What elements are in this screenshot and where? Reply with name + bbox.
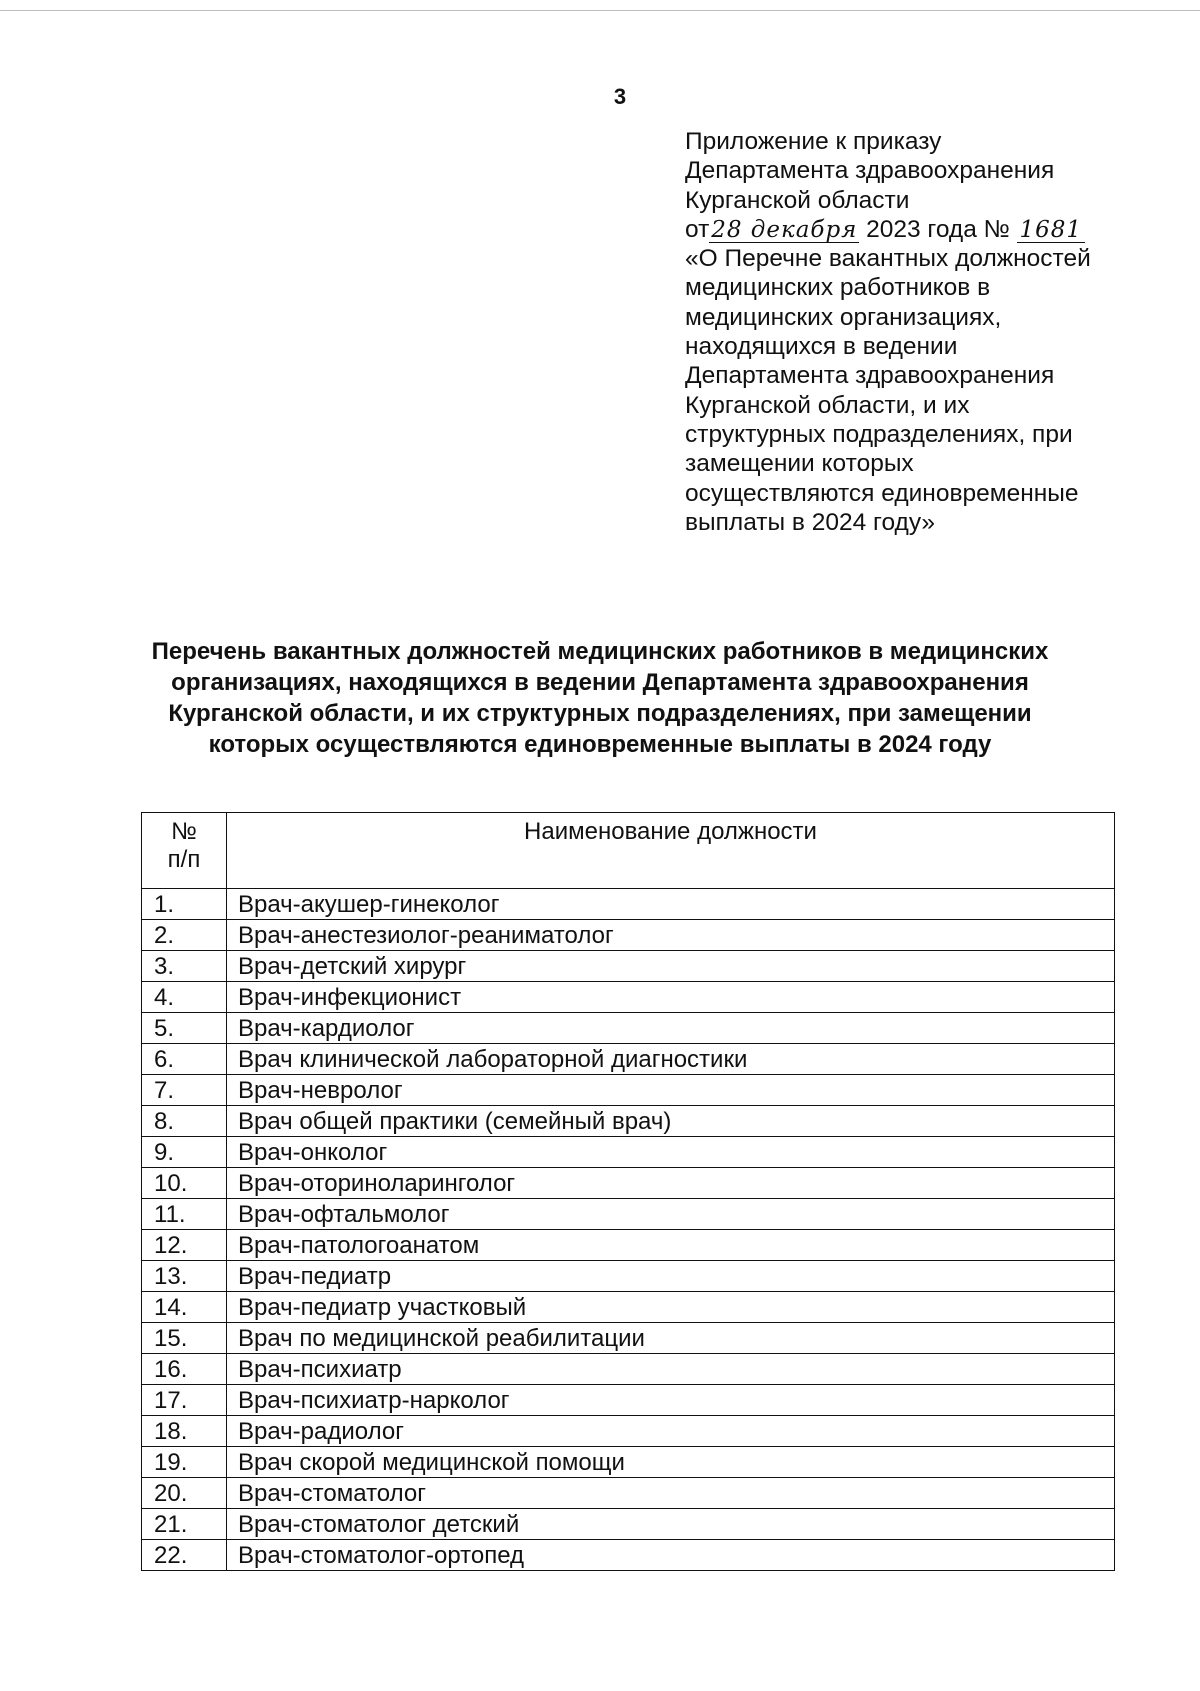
order-title-line: структурных подразделениях, при — [685, 420, 1073, 448]
handwritten-date: 28 декабря — [711, 216, 858, 243]
row-position-name: Врач по медицинской реабилитации — [227, 1323, 1115, 1354]
row-position-name: Врач-психиатр-нарколог — [227, 1385, 1115, 1416]
table-row — [142, 1292, 1115, 1323]
order-title-line: медицинских организациях, — [685, 303, 1002, 331]
row-number: 9. — [142, 1137, 227, 1168]
row-number: 7. — [142, 1075, 227, 1106]
row-number: 3. — [142, 951, 227, 982]
row-number: 15. — [142, 1323, 227, 1354]
order-title-line: «О Перечне вакантных должностей — [685, 245, 1091, 273]
table-row — [142, 920, 1115, 951]
row-number: 16. — [142, 1354, 227, 1385]
row-position-name: Врач-невролог — [227, 1075, 1115, 1106]
order-title-line: осуществляются единовременные — [685, 479, 1079, 507]
row-position-name: Врач-психиатр — [227, 1354, 1115, 1385]
row-position-name: Врач-онколог — [227, 1137, 1115, 1168]
header-position-name: Наименование должности — [227, 813, 1115, 889]
title-line: Перечень вакантных должностей медицинских работников в медицинских — [151, 638, 1049, 665]
appendix-date-line — [685, 215, 1165, 244]
scan-top-edge — [0, 10, 1200, 11]
table-row — [142, 951, 1115, 982]
row-position-name: Врач клинической лабораторной диагностики — [227, 1044, 1115, 1075]
order-title-line: медицинских работников в — [685, 274, 991, 302]
row-position-name: Врач скорой медицинской помощи — [227, 1447, 1115, 1478]
row-number: 1. — [142, 889, 227, 920]
table-row — [142, 1013, 1115, 1044]
row-position-name: Врач-педиатр участковый — [227, 1292, 1115, 1323]
positions-table — [141, 812, 1115, 1571]
row-number: 13. — [142, 1261, 227, 1292]
row-number: 4. — [142, 982, 227, 1013]
table-row — [142, 1540, 1115, 1571]
date-prefix: от — [685, 215, 710, 243]
appendix-line-2: Департамента здравоохранения — [685, 157, 1055, 185]
table-row — [142, 1106, 1115, 1137]
row-number: 14. — [142, 1292, 227, 1323]
row-number: 2. — [142, 920, 227, 951]
row-number: 6. — [142, 1044, 227, 1075]
row-number: 8. — [142, 1106, 227, 1137]
header-number-abbr: п/п — [167, 846, 201, 873]
row-position-name: Врач-офтальмолог — [227, 1199, 1115, 1230]
title-line: которых осуществляются единовременные выплаты в 2024 году — [208, 731, 992, 758]
table-body — [142, 889, 1115, 1571]
order-title-line: Курганской области, и их — [685, 391, 970, 419]
table-row — [142, 889, 1115, 920]
handwritten-order-number: 1681 — [1017, 218, 1085, 243]
title-line: Курганской области, и их структурных подразделениях, при замещении — [168, 700, 1032, 727]
table-row — [142, 1509, 1115, 1540]
row-number: 10. — [142, 1168, 227, 1199]
row-number: 18. — [142, 1416, 227, 1447]
table-row — [142, 1230, 1115, 1261]
table-row — [142, 1261, 1115, 1292]
row-position-name: Врач-стоматолог-ортопед — [227, 1540, 1115, 1571]
appendix-block — [685, 127, 1165, 537]
row-position-name: Врач-патологоанатом — [227, 1230, 1115, 1261]
row-number: 17. — [142, 1385, 227, 1416]
row-position-name: Врач-акушер-гинеколог — [227, 889, 1115, 920]
order-title-line: находящихся в ведении — [685, 333, 958, 361]
row-position-name: Врач-радиолог — [227, 1416, 1115, 1447]
table-row — [142, 1323, 1115, 1354]
table-row — [142, 1168, 1115, 1199]
row-position-name: Врач-педиатр — [227, 1261, 1115, 1292]
table-row — [142, 1199, 1115, 1230]
table-row — [142, 982, 1115, 1013]
order-title-line: замещении которых — [685, 450, 914, 478]
document-title — [120, 636, 1080, 760]
header-number — [142, 813, 227, 889]
row-number: 22. — [142, 1540, 227, 1571]
table-row — [142, 1385, 1115, 1416]
table-header-row — [142, 813, 1115, 889]
row-position-name: Врач-стоматолог детский — [227, 1509, 1115, 1540]
row-number: 5. — [142, 1013, 227, 1044]
table-row — [142, 1137, 1115, 1168]
table-row — [142, 1044, 1115, 1075]
table-row — [142, 1447, 1115, 1478]
row-position-name: Врач-стоматолог — [227, 1478, 1115, 1509]
year-text: 2023 года № — [866, 215, 1010, 243]
table-row — [142, 1075, 1115, 1106]
table-row — [142, 1416, 1115, 1447]
appendix-line-3: Курганской области — [685, 186, 910, 214]
row-number: 20. — [142, 1478, 227, 1509]
table-row — [142, 1478, 1115, 1509]
table-row — [142, 1354, 1115, 1385]
row-position-name: Врач общей практики (семейный врач) — [227, 1106, 1115, 1137]
header-number-sign: № — [171, 818, 197, 845]
row-number: 21. — [142, 1509, 227, 1540]
row-number: 19. — [142, 1447, 227, 1478]
row-number: 11. — [142, 1199, 227, 1230]
order-title-line: выплаты в 2024 году» — [685, 508, 935, 536]
title-line: организациях, находящихся в ведении Департамента здравоохранения — [171, 669, 1029, 696]
row-number: 12. — [142, 1230, 227, 1261]
row-position-name: Врач-детский хирург — [227, 951, 1115, 982]
page-number: 3 — [613, 84, 627, 109]
appendix-line-1: Приложение к приказу — [685, 128, 942, 155]
row-position-name: Врач-кардиолог — [227, 1013, 1115, 1044]
order-title-line: Департамента здравоохранения — [685, 362, 1055, 390]
row-position-name: Врач-анестезиолог-реаниматолог — [227, 920, 1115, 951]
row-position-name: Врач-инфекционист — [227, 982, 1115, 1013]
row-position-name: Врач-оториноларинголог — [227, 1168, 1115, 1199]
